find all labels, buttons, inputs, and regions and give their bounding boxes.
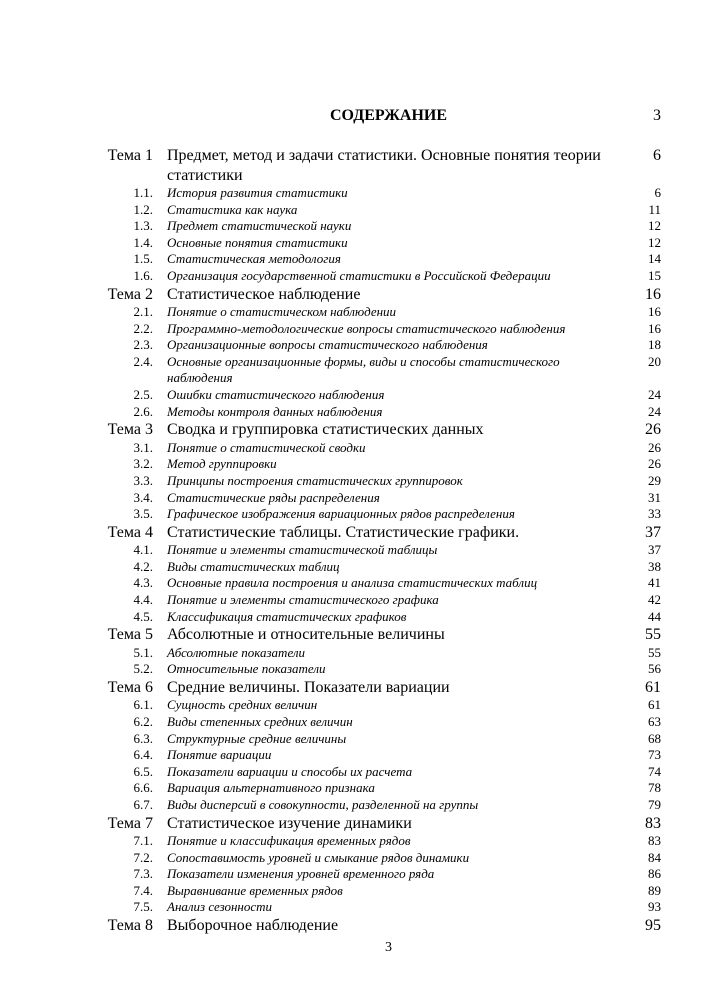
- toc-subsection-row: [0, 387, 707, 404]
- toc-subsection-row: [0, 559, 707, 576]
- toc-subsection-row: [0, 202, 707, 219]
- toc-entry-page: 12: [648, 218, 661, 234]
- toc-entry-title: Принципы построения статистических группировок: [167, 472, 463, 488]
- toc-subsection-row: [0, 899, 707, 916]
- toc-entry-page: 31: [648, 489, 661, 505]
- toc-entry-number: 3.4.: [133, 489, 153, 505]
- toc-entry-page: 6: [653, 147, 661, 164]
- toc-subsection-row: [0, 714, 707, 731]
- toc-entry-page: 74: [648, 763, 661, 779]
- toc-entry-title: Анализ сезонности: [167, 899, 273, 915]
- toc-entry-number: 2.4.: [133, 353, 153, 369]
- toc-entry-title: Виды дисперсий в совокупности, разделенной на группы: [167, 796, 479, 812]
- toc-entry-page: 61: [645, 678, 661, 696]
- toc-entry-page: 33: [648, 506, 661, 522]
- toc-entry-page: 37: [648, 542, 661, 558]
- toc-entry-page: 95: [645, 916, 661, 934]
- toc-subsection-row: [0, 185, 707, 202]
- toc-entry-title: Классификация статистических графиков: [167, 608, 407, 624]
- toc-entry-title: Основные понятия статистики: [167, 234, 348, 250]
- toc-entry-page: 84: [648, 849, 661, 865]
- toc-entry-page: 44: [648, 608, 661, 624]
- toc-entry-title: Понятие и классификация временных рядов: [167, 833, 411, 848]
- toc-entry-page: 93: [648, 899, 661, 915]
- toc-entry-page: 6: [654, 185, 661, 200]
- toc-entry-title: Относительные показатели: [167, 661, 326, 677]
- toc-topic-row: [0, 814, 707, 834]
- toc-subsection-row: [0, 575, 707, 592]
- toc-entry-page: 61: [648, 697, 661, 713]
- toc-title: СОДЕРЖАНИЕ: [329, 107, 448, 124]
- toc-entry-page: 56: [648, 661, 661, 677]
- toc-entry-number: 7.3.: [133, 866, 153, 882]
- table-of-contents: [0, 146, 707, 935]
- toc-entry-number: 6.4.: [133, 747, 153, 763]
- toc-subsection-row: [0, 440, 707, 457]
- toc-entry-number: 6.6.: [133, 780, 153, 796]
- toc-subsection-row: [0, 866, 707, 883]
- toc-entry-page: 24: [648, 387, 661, 403]
- toc-entry-number: 1.1.: [133, 185, 153, 200]
- toc-subsection-row: [0, 490, 707, 507]
- toc-entry-page: 83: [645, 814, 661, 832]
- toc-entry-title: Статистические таблицы. Статистические графики.: [167, 523, 520, 541]
- toc-topic-row: [0, 916, 707, 936]
- toc-entry-page: 12: [648, 234, 661, 250]
- toc-entry-number: 2.6.: [133, 403, 153, 419]
- toc-subsection-row: [0, 780, 707, 797]
- toc-entry-page: 86: [648, 866, 661, 882]
- toc-entry-title: Сопоставимость уровней и смыкание рядов динамики: [167, 849, 470, 865]
- toc-entry-number: 6.1.: [133, 697, 153, 713]
- toc-entry-page: 15: [648, 267, 661, 283]
- toc-entry-number: Тема 7: [107, 814, 153, 832]
- toc-subsection-row: [0, 251, 707, 268]
- toc-entry-number: 6.2.: [133, 713, 153, 729]
- toc-subsection-row: [0, 456, 707, 473]
- toc-entry-number: 7.5.: [133, 899, 153, 915]
- toc-entry-number: 2.5.: [133, 387, 153, 403]
- toc-entry-title: Статистика как наука: [167, 201, 298, 217]
- toc-entry-title: Виды статистических таблиц: [167, 558, 340, 574]
- toc-subsection-row: [0, 764, 707, 781]
- toc-entry-title: Абсолютные показатели: [167, 644, 306, 660]
- toc-topic-row: [0, 420, 707, 440]
- toc-entry-number: Тема 4: [107, 523, 153, 541]
- toc-entry-number: Тема 1: [107, 147, 153, 164]
- toc-entry-title: Основные правила построения и анализа статистических таблиц: [167, 575, 538, 591]
- toc-entry-title: Метод группировки: [167, 456, 277, 472]
- toc-entry-number: 1.6.: [133, 267, 153, 283]
- toc-entry-number: 2.3.: [133, 337, 153, 353]
- toc-entry-number: 4.5.: [133, 608, 153, 624]
- toc-entry-page: 14: [648, 251, 661, 267]
- toc-subsection-row: [0, 883, 707, 900]
- toc-entry-page: 42: [648, 591, 661, 607]
- toc-entry-page: 16: [648, 320, 661, 336]
- toc-entry-page: 24: [648, 403, 661, 419]
- toc-entry-title: Графическое изображения вариационных рядов распределения: [167, 506, 515, 522]
- toc-entry-page: 78: [648, 780, 661, 796]
- toc-entry-number: Тема 5: [107, 626, 153, 644]
- toc-entry-title: Статистическое изучение динамики: [167, 814, 412, 832]
- toc-subsection-row: [0, 321, 707, 338]
- toc-entry-number: Тема 6: [107, 678, 153, 696]
- toc-entry-title: Понятие и элементы статистической таблицы: [167, 542, 438, 558]
- toc-entry-page: 20: [648, 353, 661, 369]
- toc-entry-page: 89: [648, 882, 661, 898]
- toc-entry-page: 38: [648, 558, 661, 574]
- toc-entry-page: 55: [645, 626, 661, 644]
- toc-subsection-row: [0, 337, 707, 354]
- toc-topic-row: [0, 523, 707, 543]
- toc-entry-number: 6.7.: [133, 796, 153, 812]
- toc-entry-title: Организационные вопросы статистического наблюдения: [167, 337, 488, 353]
- toc-entry-number: 7.4.: [133, 882, 153, 898]
- toc-entry-title: Понятие о статистической сводки: [167, 439, 366, 455]
- toc-topic-row: [0, 625, 707, 645]
- toc-entry-title: Статистическое наблюдение: [167, 285, 361, 303]
- toc-subsection-row: [0, 697, 707, 714]
- toc-entry-number: 2.1.: [133, 304, 153, 320]
- toc-entry-number: Тема 3: [107, 421, 153, 439]
- toc-title-page: 3: [653, 107, 661, 124]
- toc-entry-title: Ошибки статистического наблюдения: [167, 387, 385, 403]
- toc-entry-title: Предмет статистической науки: [167, 218, 352, 234]
- toc-entry-number: 3.3.: [133, 472, 153, 488]
- toc-entry-number: 1.2.: [133, 201, 153, 217]
- toc-entry-title: Основные организационные формы, виды и способы статистического наблюдения: [167, 353, 560, 386]
- toc-entry-title: Понятие о статистическом наблюдении: [167, 304, 397, 320]
- toc-entry-number: 3.1.: [133, 439, 153, 455]
- toc-subsection-row: [0, 506, 707, 523]
- toc-subsection-row: [0, 747, 707, 764]
- toc-entry-number: 4.3.: [133, 575, 153, 591]
- toc-entry-number: 5.1.: [133, 644, 153, 660]
- toc-entry-title: Сущность средних величин: [167, 697, 318, 713]
- toc-entry-page: 11: [648, 201, 661, 217]
- toc-entry-number: 7.1.: [133, 833, 153, 848]
- toc-entry-number: 1.4.: [133, 234, 153, 250]
- toc-entry-number: 4.1.: [133, 542, 153, 558]
- toc-subsection-row: [0, 542, 707, 559]
- toc-entry-number: 3.2.: [133, 456, 153, 472]
- toc-entry-page: 83: [648, 833, 661, 848]
- toc-entry-number: Тема 8: [107, 916, 153, 934]
- toc-subsection-row: [0, 268, 707, 285]
- toc-entry-title: Предмет, метод и задачи статистики. Основные понятия теории статистики: [167, 147, 601, 184]
- toc-entry-title: Выборочное наблюдение: [167, 916, 339, 934]
- toc-entry-title: Понятие и элементы статистического графика: [167, 591, 439, 607]
- toc-entry-page: 73: [648, 747, 661, 763]
- toc-entry-number: Тема 2: [107, 285, 153, 303]
- toc-entry-number: 2.2.: [133, 320, 153, 336]
- toc-entry-page: 29: [648, 472, 661, 488]
- toc-entry-page: 16: [648, 304, 661, 320]
- toc-subsection-row: [0, 645, 707, 662]
- toc-entry-title: История развития статистики: [167, 185, 348, 200]
- toc-subsection-row: [0, 797, 707, 814]
- toc-entry-number: 5.2.: [133, 661, 153, 677]
- toc-entry-page: 18: [648, 337, 661, 353]
- toc-entry-title: Виды степенных средних величин: [167, 713, 353, 729]
- toc-subsection-row: [0, 235, 707, 252]
- toc-entry-title: Вариация альтернативного признака: [167, 780, 375, 796]
- toc-subsection-row: [0, 850, 707, 867]
- toc-entry-number: 6.3.: [133, 730, 153, 746]
- toc-subsection-row: [0, 609, 707, 626]
- toc-entry-title: Сводка и группировка статистических данных: [167, 421, 484, 439]
- toc-entry-title: Статистические ряды распределения: [167, 489, 380, 505]
- toc-subsection-row: [0, 731, 707, 748]
- toc-entry-page: 41: [648, 575, 661, 591]
- toc-entry-title: Выравнивание временных рядов: [167, 882, 343, 898]
- toc-entry-title: Организация государственной статистики в Российской Федерации: [167, 267, 551, 283]
- toc-entry-number: 7.2.: [133, 849, 153, 865]
- toc-entry-title: Средние величины. Показатели вариации: [167, 678, 450, 696]
- toc-subsection-row: [0, 592, 707, 609]
- toc-entry-page: 16: [645, 285, 661, 303]
- toc-topic-row: [0, 678, 707, 698]
- toc-entry-number: 6.5.: [133, 763, 153, 779]
- toc-entry-page: 68: [648, 730, 661, 746]
- toc-heading: [0, 105, 707, 129]
- toc-entry-number: 1.5.: [133, 251, 153, 267]
- toc-entry-title: Понятие вариации: [167, 747, 272, 763]
- toc-entry-title: Структурные средние величины: [167, 730, 347, 746]
- page-number: 3: [385, 940, 392, 955]
- toc-entry-title: Программно-методологические вопросы статистического наблюдения: [167, 320, 566, 336]
- toc-entry-page: 55: [648, 644, 661, 660]
- toc-subsection-row: [0, 304, 707, 321]
- toc-entry-number: 1.3.: [133, 218, 153, 234]
- toc-entry-page: 79: [648, 796, 661, 812]
- toc-subsection-row: [0, 354, 707, 387]
- toc-subsection-row: [0, 473, 707, 490]
- toc-entry-number: 3.5.: [133, 506, 153, 522]
- toc-entry-number: 4.4.: [133, 591, 153, 607]
- toc-entry-title: Абсолютные и относительные величины: [167, 626, 445, 644]
- toc-topic-row: [0, 285, 707, 305]
- toc-entry-page: 26: [648, 439, 661, 455]
- toc-entry-page: 26: [648, 456, 661, 472]
- toc-entry-title: Статистическая методология: [167, 251, 341, 267]
- toc-subsection-row: [0, 661, 707, 678]
- toc-entry-number: 4.2.: [133, 558, 153, 574]
- toc-entry-title: Методы контроля данных наблюдения: [167, 403, 383, 419]
- toc-entry-page: 63: [648, 713, 661, 729]
- toc-subsection-row: [0, 218, 707, 235]
- toc-entry-page: 37: [645, 523, 661, 541]
- toc-topic-row: [0, 146, 707, 185]
- toc-entry-page: 26: [645, 421, 661, 439]
- toc-subsection-row: [0, 833, 707, 850]
- toc-entry-title: Показатели вариации и способы их расчета: [167, 763, 413, 779]
- toc-entry-title: Показатели изменения уровней временного ряда: [167, 866, 435, 882]
- toc-subsection-row: [0, 404, 707, 421]
